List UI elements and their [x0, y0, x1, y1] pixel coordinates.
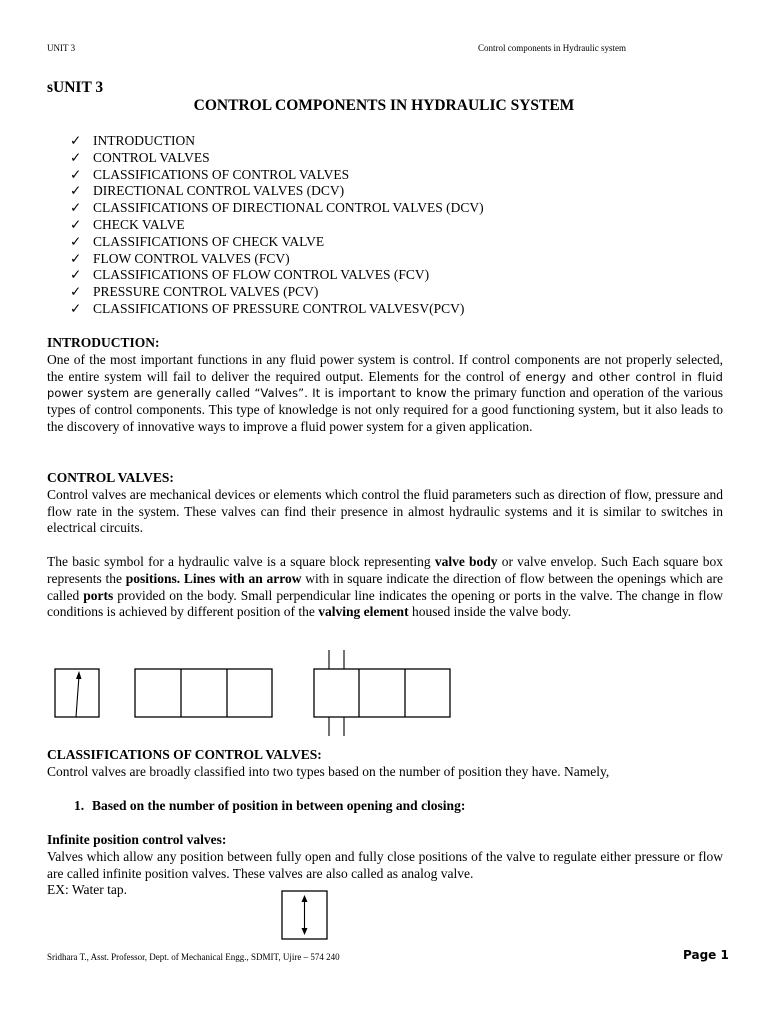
checklist-item: ✓ CLASSIFICATIONS OF CHECK VALVE	[70, 233, 325, 249]
introduction-section	[47, 335, 723, 436]
checklist-item: ✓ INTRODUCTION	[70, 133, 195, 148]
classifications-paragraph: Control valves are broadly classified into two types based on the number of position they have. Namely,	[47, 763, 610, 779]
checklist-item: ✓ DIRECTIONAL CONTROL VALVES (DCV)	[70, 183, 345, 199]
checklist-item: ✓ PRESSURE CONTROL VALVES (PCV)	[70, 284, 319, 300]
page-number: Page 1	[683, 948, 729, 962]
checklist-item: ✓ CLASSIFICATIONS OF CONTROL VALVES	[70, 166, 350, 182]
checkmark-icon: ✓	[70, 300, 82, 316]
checkmark-icon: ✓	[70, 216, 82, 232]
classifications-section	[47, 747, 723, 781]
section-heading: CLASSIFICATIONS OF CONTROL VALVES:	[47, 747, 322, 762]
checklist-item: ✓ CONTROL VALVES	[70, 149, 210, 165]
section-heading: Infinite position control valves:	[47, 832, 227, 847]
checklist-item: ✓ CHECK VALVE	[70, 216, 185, 232]
checkmark-icon: ✓	[70, 183, 82, 199]
infinite-position-paragraph: Valves which allow any position between fully open and fully close positions of the valve to regulate either pressure or flow are called infinite position valves. These valves are also called as analog valve.	[47, 848, 723, 881]
checkmark-icon: ✓	[70, 200, 82, 216]
checkmark-icon: ✓	[70, 233, 82, 249]
section-heading: CONTROL VALVES:	[47, 470, 174, 485]
checkmark-icon: ✓	[70, 284, 82, 300]
valve-envelope-with-arrow-figure	[50, 666, 102, 720]
valve-symbol-paragraph: The basic symbol for a hydraulic valve is a square block representing valve body or valve envelop. Such Each square box represents the positions. Lines with an arrow with in square indicate the direction of flow between the openings which are called ports provided on the body. Small perpendicular line indicates the opening or ports in the valve. The change in flow conditions is achieved by different position of the valving element housed inside the valve body.	[47, 554, 724, 620]
checkmark-icon: ✓	[70, 149, 82, 165]
checklist-item: ✓ CLASSIFICATIONS OF PRESSURE CONTROL VALVESV(PCV)	[70, 300, 465, 316]
checkmark-icon: ✓	[70, 166, 82, 182]
three-position-valve-figure	[133, 666, 275, 720]
introduction-paragraph: One of the most important functions in any fluid power system is control. If control components are not properly selected, the entire system will fail to deliver the required output. Elements for the control of energy and other control in fluid power system are generally called “Valves”. It is important to know the primary function and operation of the various types of control components. This type of knowledge is not only required for a good functioning system, but it also leads to the discovery of innovative ways to improve a fluid power system for a given application.	[47, 351, 723, 434]
header-chapter-title: Control components in Hydraulic system	[478, 43, 626, 53]
valve-symbol-section	[47, 554, 723, 621]
checkmark-icon: ✓	[70, 133, 82, 148]
control-valves-paragraph: Control valves are mechanical devices or elements which control the fluid parameters such as direction of flow, pressure and flow rate in the system. These valves can find their presence in almost hydraulic systems and it is similar to switches in electrical circuits.	[47, 486, 723, 536]
checkmark-icon: ✓	[70, 250, 82, 266]
checkmark-icon: ✓	[70, 267, 82, 283]
control-valves-section	[47, 470, 723, 537]
example-text: EX: Water tap.	[47, 882, 128, 898]
infinite-position-valve-figure	[279, 889, 331, 943]
header-unit: UNIT 3	[47, 43, 76, 53]
unit-label: sUNIT 3	[47, 79, 104, 96]
page-footer: Sridhara T., Asst. Professor, Dept. of Mechanical Engg., SDMIT, Ujire – 574 240	[47, 952, 340, 962]
infinite-position-section	[47, 832, 723, 899]
checklist-item: ✓ FLOW CONTROL VALVES (FCV)	[70, 250, 290, 266]
checklist-item: ✓ CLASSIFICATIONS OF DIRECTIONAL CONTROL VALVES (DCV)	[70, 200, 484, 216]
checklist-item: ✓ CLASSIFICATIONS OF FLOW CONTROL VALVES (FCV)	[70, 267, 430, 283]
three-position-valve-with-ports-figure	[311, 650, 454, 738]
numbered-list-item: 1. Based on the number of position in between opening and closing:	[74, 798, 466, 813]
section-heading: INTRODUCTION:	[47, 335, 160, 350]
topic-checklist	[70, 133, 484, 318]
page-title: CONTROL COMPONENTS IN HYDRAULIC SYSTEM	[193, 97, 575, 114]
